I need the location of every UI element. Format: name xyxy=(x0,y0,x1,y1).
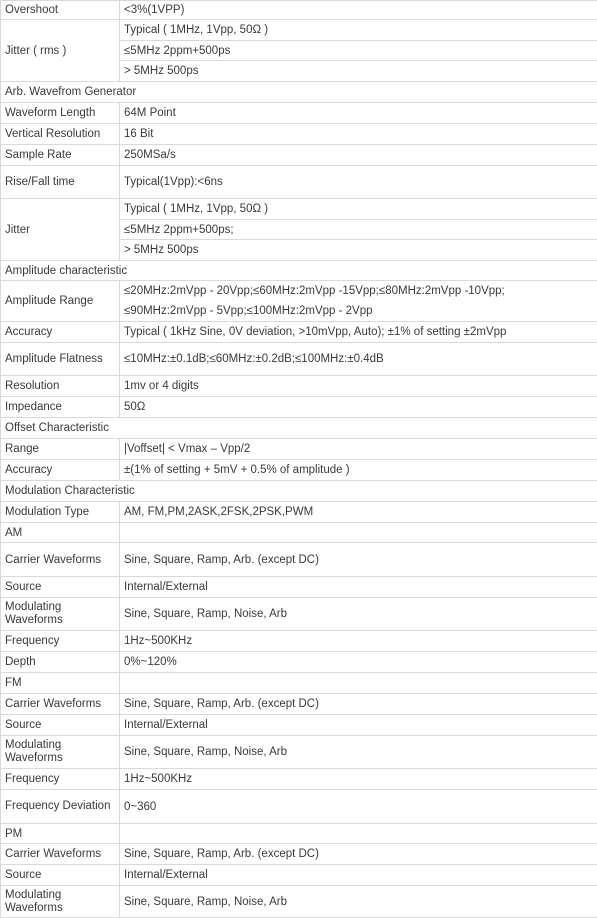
label-pm-source: Source xyxy=(1,865,120,886)
section-header-arb: Arb. Wavefrom Generator xyxy=(1,82,597,103)
subsection-am-empty xyxy=(120,523,597,543)
value-fm-deviation: 0~360 xyxy=(120,790,597,824)
row-sample-rate xyxy=(1,145,597,166)
value-vertical-resolution: 16 Bit xyxy=(120,124,597,145)
value-am-carrier: Sine, Square, Ramp, Arb. (except DC) xyxy=(120,543,597,577)
value-am-depth: 0%~120% xyxy=(120,652,597,673)
value-pm-modulating: Sine, Square, Ramp, Noise, Arb xyxy=(120,886,597,918)
value-sample-rate: 250MSa/s xyxy=(120,145,597,166)
value-fm-frequency: 1Hz~500KHz xyxy=(120,769,597,790)
row-pm-source xyxy=(1,865,597,886)
value-resolution: 1mv or 4 digits xyxy=(120,376,597,397)
label-pm-modulating: Modulating Waveforms xyxy=(1,886,120,918)
value-jitter-rms-2: ≤5MHz 2ppm+500ps xyxy=(120,41,597,61)
value-range: |Voffset| < Vmax – Vpp/2 xyxy=(120,439,597,460)
subsection-header-am: AM xyxy=(1,523,120,543)
value-waveform-length: 64M Point xyxy=(120,103,597,124)
subsection-fm xyxy=(1,673,597,694)
label-range: Range xyxy=(1,439,120,460)
row-amplitude-flatness xyxy=(1,343,597,376)
amplitude-range-line-1: ≤20MHz:2mVpp - 20Vpp;≤60MHz:2mVpp -15Vpp;≤80MHz:2mVpp -10Vpp; xyxy=(124,281,593,301)
row-fm-frequency xyxy=(1,769,597,790)
row-rise-fall xyxy=(1,166,597,199)
row-am-carrier xyxy=(1,543,597,577)
value-pm-carrier: Sine, Square, Ramp, Arb. (except DC) xyxy=(120,844,597,865)
row-am-source xyxy=(1,577,597,598)
row-pm-carrier xyxy=(1,844,597,865)
row-resolution xyxy=(1,376,597,397)
amplitude-range-line-2: ≤90MHz:2mVpp - 5Vpp;≤100MHz:2mVpp - 2Vpp xyxy=(124,301,593,321)
row-accuracy-amplitude xyxy=(1,322,597,343)
section-amplitude xyxy=(1,261,597,281)
label-resolution: Resolution xyxy=(1,376,120,397)
section-modulation xyxy=(1,481,597,502)
row-overshoot xyxy=(1,1,597,20)
section-header-offset: Offset Characteristic xyxy=(1,418,597,439)
value-jitter-1: Typical ( 1MHz, 1Vpp, 50Ω ) xyxy=(120,199,597,220)
row-range xyxy=(1,439,597,460)
label-am-frequency: Frequency xyxy=(1,631,120,652)
section-header-modulation: Modulation Characteristic xyxy=(1,481,597,502)
label-amplitude-flatness: Amplitude Flatness xyxy=(1,343,120,376)
label-fm-source: Source xyxy=(1,715,120,736)
value-jitter-rms-3: > 5MHz 500ps xyxy=(120,61,597,82)
value-jitter-2: ≤5MHz 2ppm+500ps; xyxy=(120,220,597,240)
row-amplitude-range xyxy=(1,281,597,322)
label-waveform-length: Waveform Length xyxy=(1,103,120,124)
label-am-carrier: Carrier Waveforms xyxy=(1,543,120,577)
label-jitter-rms: Jitter ( rms ) xyxy=(1,20,120,82)
label-amplitude-range: Amplitude Range xyxy=(1,281,120,322)
label-am-depth: Depth xyxy=(1,652,120,673)
subsection-header-fm: FM xyxy=(1,673,120,694)
value-modulation-type: AM, FM,PM,2ASK,2FSK,2PSK,PWM xyxy=(120,502,597,523)
value-accuracy-amplitude: Typical ( 1kHz Sine, 0V deviation, >10mVpp, Auto); ±1% of setting ±2mVpp xyxy=(120,322,597,343)
value-amplitude-range xyxy=(120,281,597,322)
section-offset xyxy=(1,418,597,439)
label-jitter: Jitter xyxy=(1,199,120,261)
value-overshoot: <3%(1VPP) xyxy=(120,1,597,20)
row-vertical-resolution xyxy=(1,124,597,145)
value-fm-carrier: Sine, Square, Ramp, Arb. (except DC) xyxy=(120,694,597,715)
label-modulation-type: Modulation Type xyxy=(1,502,120,523)
value-am-modulating: Sine, Square, Ramp, Noise, Arb xyxy=(120,598,597,631)
label-fm-deviation: Frequency Deviation xyxy=(1,790,120,824)
value-pm-source: Internal/External xyxy=(120,865,597,886)
row-jitter xyxy=(1,199,597,220)
value-amplitude-flatness: ≤10MHz:±0.1dB;≤60MHz:±0.2dB;≤100MHz:±0.4dB xyxy=(120,343,597,376)
label-am-modulating: Modulating Waveforms xyxy=(1,598,120,631)
subsection-header-pm: PM xyxy=(1,824,120,844)
row-am-depth xyxy=(1,652,597,673)
value-am-source: Internal/External xyxy=(120,577,597,598)
label-rise-fall: Rise/Fall time xyxy=(1,166,120,199)
value-jitter-3: > 5MHz 500ps xyxy=(120,240,597,261)
label-vertical-resolution: Vertical Resolution xyxy=(1,124,120,145)
row-fm-modulating xyxy=(1,736,597,769)
row-impedance xyxy=(1,397,597,418)
label-am-source: Source xyxy=(1,577,120,598)
row-waveform-length xyxy=(1,103,597,124)
label-overshoot: Overshoot xyxy=(1,1,120,20)
label-sample-rate: Sample Rate xyxy=(1,145,120,166)
label-accuracy-amplitude: Accuracy xyxy=(1,322,120,343)
label-impedance: Impedance xyxy=(1,397,120,418)
row-fm-deviation xyxy=(1,790,597,824)
row-jitter-rms xyxy=(1,20,597,41)
row-am-frequency xyxy=(1,631,597,652)
value-accuracy-offset: ±(1% of setting + 5mV + 0.5% of amplitude ) xyxy=(120,460,597,481)
row-fm-carrier xyxy=(1,694,597,715)
subsection-pm xyxy=(1,824,597,844)
section-arb xyxy=(1,82,597,103)
value-fm-source: Internal/External xyxy=(120,715,597,736)
value-fm-modulating: Sine, Square, Ramp, Noise, Arb xyxy=(120,736,597,769)
value-rise-fall: Typical(1Vpp):<6ns xyxy=(120,166,597,199)
value-jitter-rms-1: Typical ( 1MHz, 1Vpp, 50Ω ) xyxy=(120,20,597,41)
row-accuracy-offset xyxy=(1,460,597,481)
label-accuracy-offset: Accuracy xyxy=(1,460,120,481)
row-modulation-type xyxy=(1,502,597,523)
label-fm-frequency: Frequency xyxy=(1,769,120,790)
row-fm-source xyxy=(1,715,597,736)
label-fm-modulating: Modulating Waveforms xyxy=(1,736,120,769)
section-header-amplitude: Amplitude characteristic xyxy=(1,261,597,281)
value-am-frequency: 1Hz~500KHz xyxy=(120,631,597,652)
label-pm-carrier: Carrier Waveforms xyxy=(1,844,120,865)
label-fm-carrier: Carrier Waveforms xyxy=(1,694,120,715)
subsection-fm-empty xyxy=(120,673,597,694)
subsection-am xyxy=(1,523,597,543)
subsection-pm-empty xyxy=(120,824,597,844)
value-impedance: 50Ω xyxy=(120,397,597,418)
row-am-modulating xyxy=(1,598,597,631)
